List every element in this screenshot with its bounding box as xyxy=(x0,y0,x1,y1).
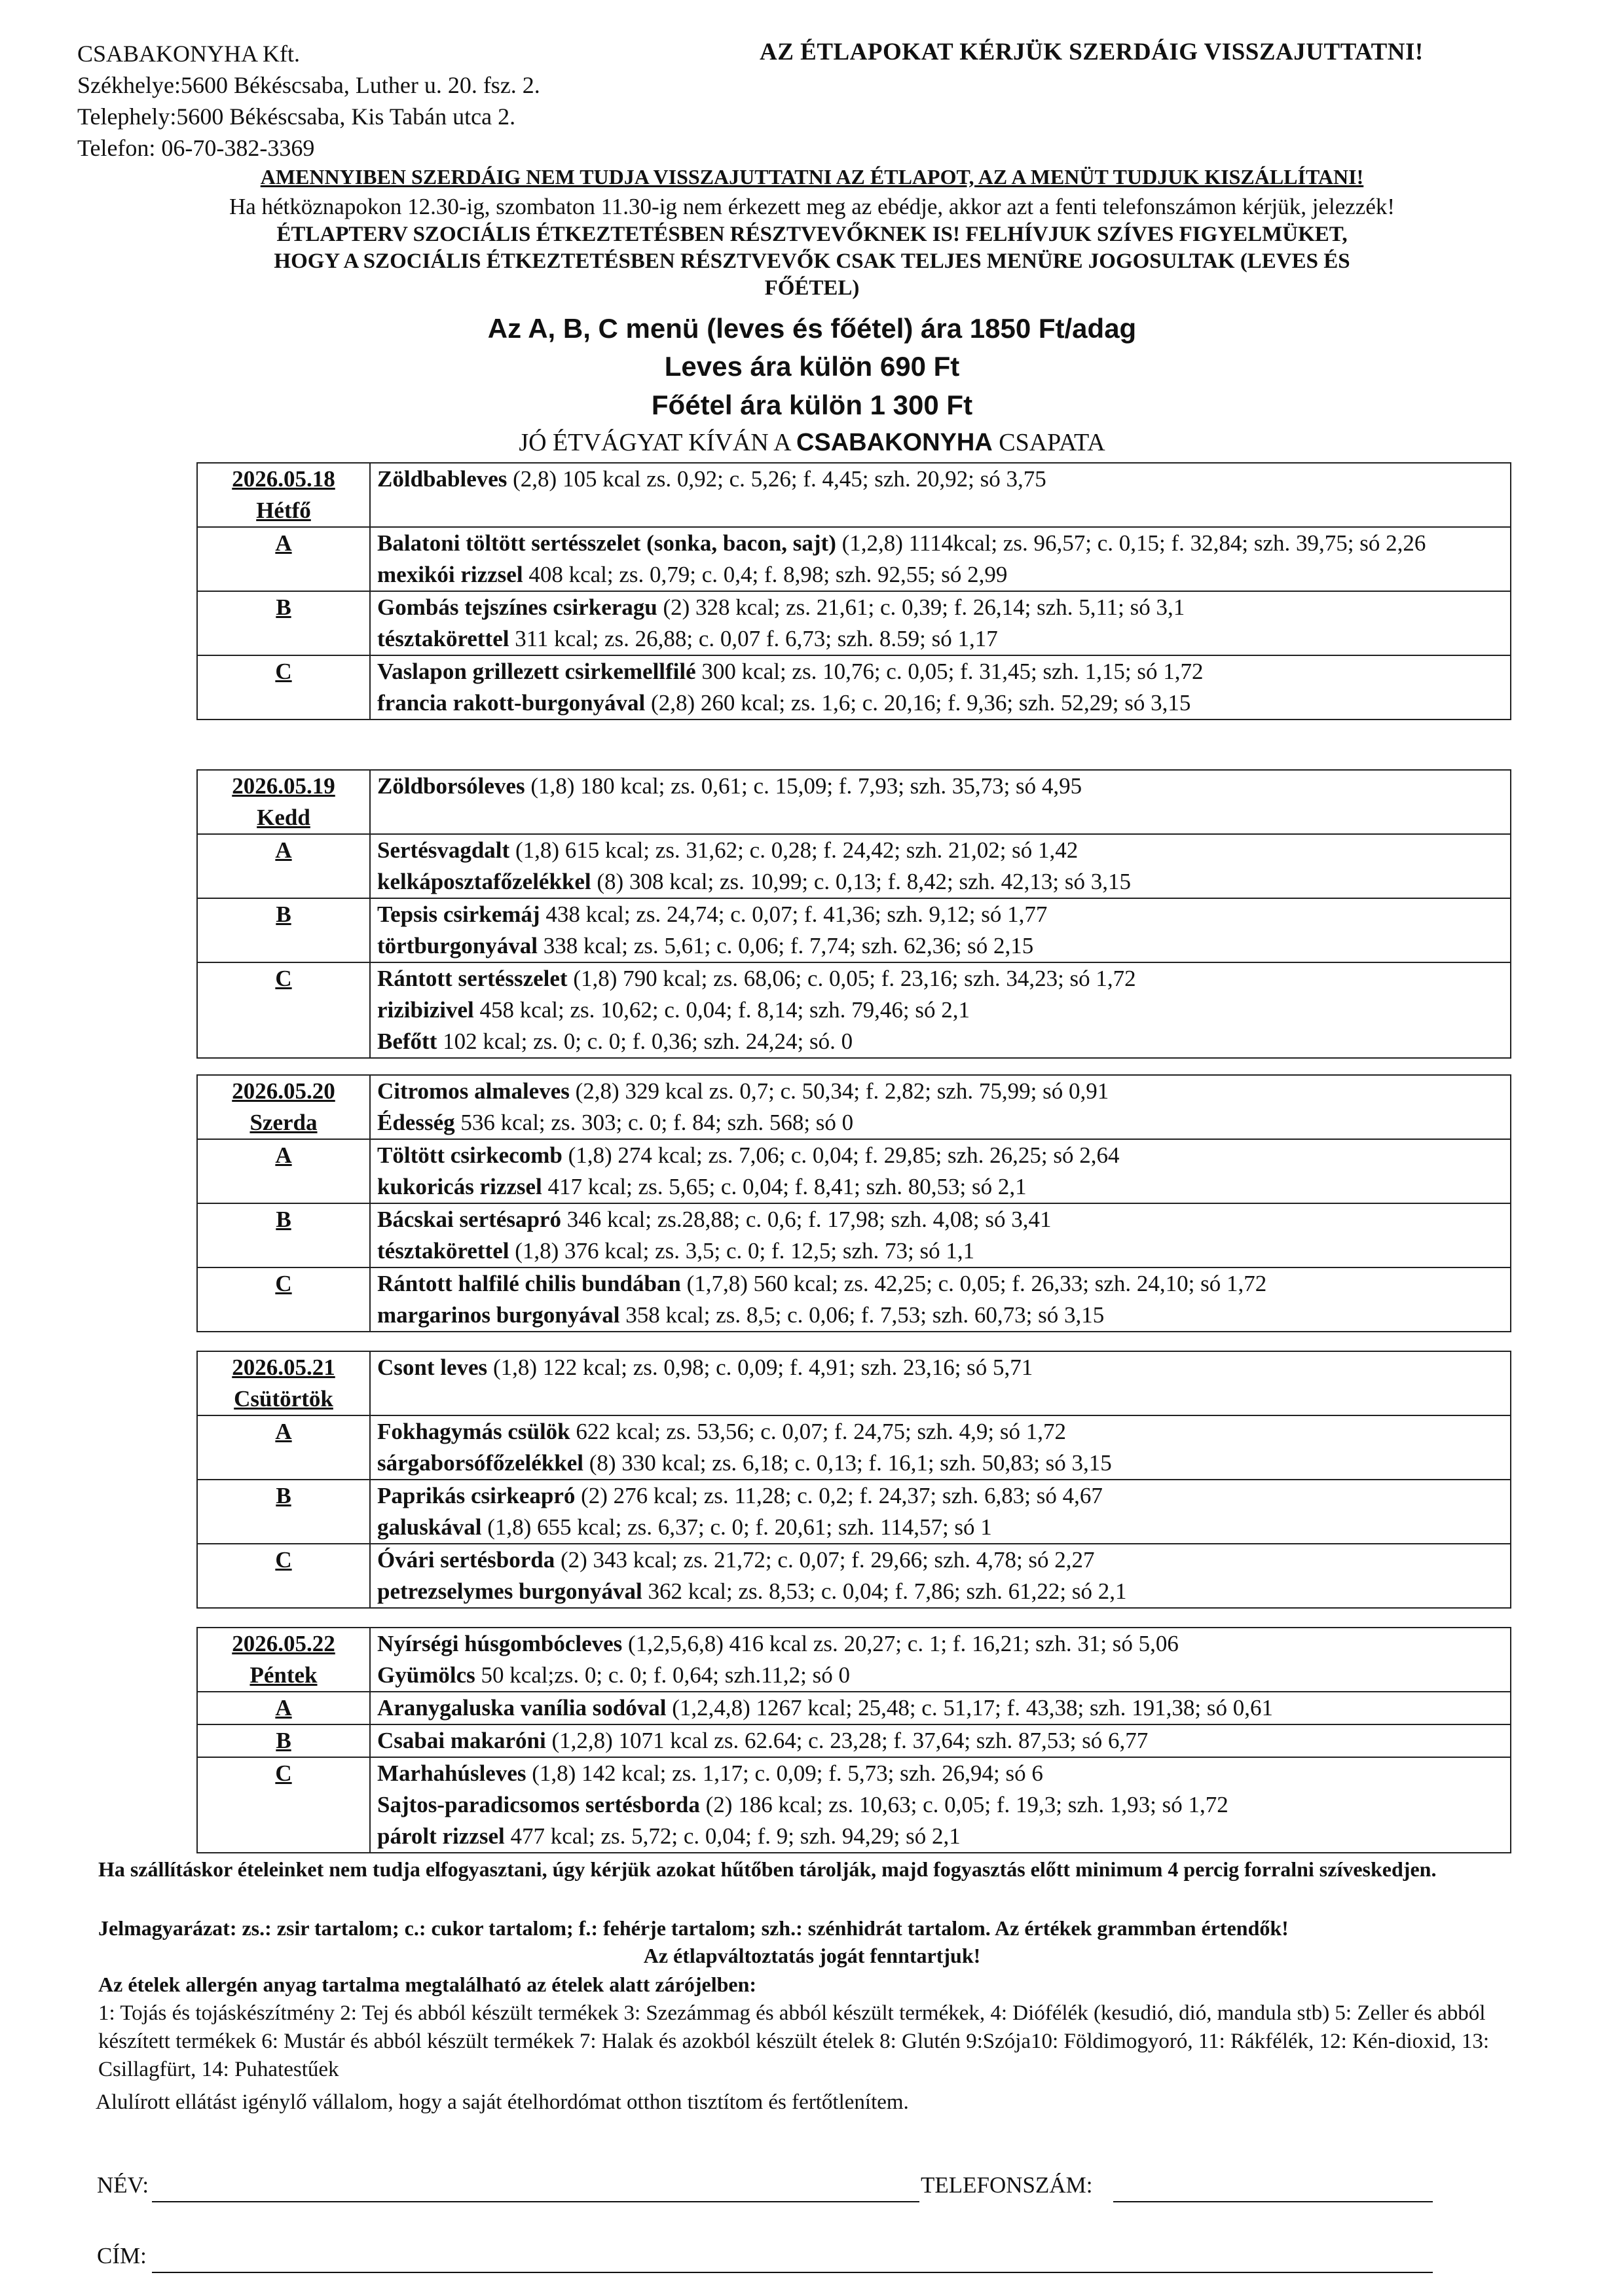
name-field[interactable] xyxy=(152,2201,919,2202)
menu-label-c: C xyxy=(197,655,370,720)
greeting-post: CSAPATA xyxy=(992,429,1105,456)
menu-cell-b xyxy=(370,591,1511,655)
dish-line xyxy=(377,1512,1505,1543)
soup-info: (1,8) 180 kcal; zs. 0,61; c. 15,09; f. 7,93; szh. 35,73; só 4,95 xyxy=(525,773,1082,799)
menu-label-c: C xyxy=(197,1757,370,1853)
dish-name: Aranygaluska vanília sodóval xyxy=(377,1695,667,1721)
menu-cell-c xyxy=(370,1544,1511,1608)
social-notice-line-1: ÉTLAPTERV SZOCIÁLIS ÉTKEZTETÉSBEN RÉSZTVEVŐKNEK IS! FELHÍVJUK SZÍVES FIGYELMÜKET, xyxy=(276,223,1348,246)
soup-line xyxy=(377,1076,1505,1107)
allergen-list: 1: Tojás és tojáskészítmény 2: Tej és abból készült termékek 3: Szezámmag és abból készült termékek, 4: Diófélék (kesudió, dió, mandula stb) 5: Zeller és abból készített termékek 6: Mustár és abból készült termékek 7: Halak és azokból készült ételek 8: Glutén 9:Szója10: Földimogyoró, 11: Rákfélék, 12: Kén-dioxid, 13: Csillagfürt, 14: Puhatestűek xyxy=(98,2001,1490,2081)
soup-cell xyxy=(370,1075,1511,1139)
menu-label-b: B xyxy=(197,1480,370,1544)
dish-info: (1,8) 376 kcal; zs. 3,5; c. 0; f. 12,5; szh. 73; só 1,1 xyxy=(509,1238,975,1264)
soup-cell xyxy=(370,770,1511,834)
dish-name: Balatoni töltött sertésszelet (sonka, bacon, sajt) xyxy=(377,530,836,556)
main-price: Főétel ára külön 1 300 Ft xyxy=(651,390,973,420)
day-name: Csütörtök xyxy=(234,1386,333,1412)
dish-info: (2) 276 kcal; zs. 11,28; c. 0,2; f. 24,37; szh. 6,83; só 4,67 xyxy=(575,1483,1103,1508)
soup-name: Zöldborsóleves xyxy=(377,773,525,799)
dish-info: 311 kcal; zs. 26,88; c. 0,07 f. 6,73; szh. 8.59; só 1,17 xyxy=(509,626,998,651)
day-label-cell xyxy=(197,463,370,527)
dish-info: 102 kcal; zs. 0; c. 0; f. 0,36; szh. 24,24; só. 0 xyxy=(437,1029,853,1054)
dish-line xyxy=(377,623,1505,655)
day-label-cell xyxy=(197,770,370,834)
dish-info: 300 kcal; zs. 10,76; c. 0,05; f. 31,45; szh. 1,15; só 1,72 xyxy=(695,659,1204,684)
dish-line xyxy=(377,1235,1505,1267)
dish-info: (1,2,4,8) 1267 kcal; 25,48; c. 51,17; f. 43,38; szh. 191,38; só 0,61 xyxy=(666,1695,1273,1721)
dish-name: Gombás tejszínes csirkeragu xyxy=(377,594,657,620)
soup-name: Citromos almaleves xyxy=(377,1078,570,1104)
menu-cell-b xyxy=(370,1724,1511,1757)
dish-name: Óvári sertésborda xyxy=(377,1547,555,1573)
soup-info: (1,8) 122 kcal; zs. 0,98; c. 0,09; f. 4,91; szh. 23,16; só 5,71 xyxy=(487,1355,1033,1380)
dish-info: 458 kcal; zs. 10,62; c. 0,04; f. 8,14; szh. 79,46; só 2,1 xyxy=(473,997,970,1023)
dish-line xyxy=(377,1140,1505,1171)
menu-cell-b xyxy=(370,1480,1511,1544)
warning-line: AMENNYIBEN SZERDÁIG NEM TUDJA VISSZAJUTTATNI AZ ÉTLAPOT, AZ A MENÜT TUDJUK KISZÁLLÍTANI! xyxy=(260,165,1364,189)
day-label-cell xyxy=(197,1075,370,1139)
greeting-brand: CSABAKONYHA xyxy=(796,429,993,456)
dish-line xyxy=(377,899,1505,930)
menu-cell-a xyxy=(370,527,1511,591)
dish-name: Rántott sertésszelet xyxy=(377,966,568,991)
dish-info: (1,7,8) 560 kcal; zs. 42,25; c. 0,05; f. 26,33; szh. 24,10; só 1,72 xyxy=(680,1271,1267,1296)
dish-info: (1,8) 274 kcal; zs. 7,06; c. 0,04; f. 29,85; szh. 26,25; só 2,64 xyxy=(562,1142,1120,1168)
dish-info: 477 kcal; zs. 5,72; c. 0,04; f. 9; szh. 94,29; só 2,1 xyxy=(504,1823,961,1849)
dish-info: 362 kcal; zs. 8,53; c. 0,04; f. 7,86; szh. 61,22; só 2,1 xyxy=(642,1578,1127,1604)
storage-note: Ha szállításkor ételeinket nem tudja elfogyasztani, úgy kérjük azokat hűtőben tárolják, majd fogyasztás előtt minimum 4 percig forralni szíveskedjen. xyxy=(98,1857,1437,1881)
dish-line xyxy=(377,1758,1505,1789)
day-table-monday xyxy=(196,462,1511,720)
menu-label-b: B xyxy=(197,898,370,962)
social-notice xyxy=(65,221,1559,302)
dish-line xyxy=(377,1692,1505,1724)
dish-line xyxy=(377,1416,1505,1448)
dish-name: sárgaborsófőzelékkel xyxy=(377,1450,583,1476)
dish-info: (1,8) 142 kcal; zs. 1,17; c. 0,09; f. 5,73; szh. 26,94; só 6 xyxy=(526,1760,1043,1786)
dish-line xyxy=(377,1725,1505,1757)
menu-price: Az A, B, C menü (leves és főétel) ára 1850 Ft/adag xyxy=(487,313,1137,344)
menu-cell-c xyxy=(370,1757,1511,1853)
dish-info: (2) 328 kcal; zs. 21,61; c. 0,39; f. 26,14; szh. 5,11; só 3,1 xyxy=(657,594,1185,620)
dish-line xyxy=(377,559,1505,591)
day-date: 2026.05.19 xyxy=(232,773,335,799)
dish-line xyxy=(377,1268,1505,1300)
dish-name: Csabai makaróni xyxy=(377,1728,546,1753)
dish-name: Marhahúsleves xyxy=(377,1760,526,1786)
dish-info: (1,8) 655 kcal; zs. 6,37; c. 0; f. 20,61; szh. 114,57; só 1 xyxy=(481,1514,992,1540)
dish-line xyxy=(377,866,1505,898)
soup-info: (2,8) 329 kcal zs. 0,7; c. 50,34; f. 2,82; szh. 75,99; só 0,91 xyxy=(569,1078,1109,1104)
day-date: 2026.05.18 xyxy=(232,466,335,492)
social-notice-line-3: FŐÉTEL) xyxy=(764,276,860,300)
dish-info: 346 kcal; zs.28,88; c. 0,6; f. 17,98; szh. 4,08; só 3,41 xyxy=(561,1207,1052,1232)
menu-label-c: C xyxy=(197,1267,370,1332)
dish-name: petrezselymes burgonyával xyxy=(377,1578,642,1604)
menu-cell-a xyxy=(370,1415,1511,1480)
menu-label-c: C xyxy=(197,962,370,1058)
phone-field[interactable] xyxy=(1113,2201,1433,2202)
menu-label-b: B xyxy=(197,591,370,655)
phone-label: TELEFONSZÁM: xyxy=(921,2172,1093,2198)
dish-name: mexikói rizzsel xyxy=(377,562,523,587)
dish-line xyxy=(377,1300,1505,1331)
day-table-tuesday xyxy=(196,769,1511,1059)
menu-label-b: B xyxy=(197,1203,370,1267)
dish-line xyxy=(377,1544,1505,1576)
dish-line xyxy=(377,656,1505,687)
company-site: Telephely:5600 Békéscsaba, Kis Tabán utca 2. xyxy=(77,103,516,130)
day-date: 2026.05.20 xyxy=(232,1078,335,1104)
dish-line xyxy=(377,994,1505,1026)
dish-info: (1,2,8) 1071 kcal zs. 62.64; c. 23,28; f. 37,64; szh. 87,53; só 6,77 xyxy=(545,1728,1149,1753)
dish-name: margarinos burgonyával xyxy=(377,1302,620,1328)
menu-cell-c xyxy=(370,1267,1511,1332)
day-name: Kedd xyxy=(257,805,310,830)
soup-line xyxy=(377,1660,1505,1691)
menu-cell-b xyxy=(370,898,1511,962)
legend-note: Jelmagyarázat: zs.: zsir tartalom; c.: cukor tartalom; f.: fehérje tartalom; szh.: szénhidrát tartalom. Az értékek grammban értendők! xyxy=(98,1916,1289,1940)
soup-cell xyxy=(370,463,1511,527)
dish-name: Sajtos-paradicsomos sertésborda xyxy=(377,1792,700,1817)
dish-line xyxy=(377,1204,1505,1235)
day-date: 2026.05.22 xyxy=(232,1631,335,1656)
menu-cell-c xyxy=(370,962,1511,1058)
company-block xyxy=(77,38,540,164)
dish-info: (2) 186 kcal; zs. 10,63; c. 0,05; f. 19,3; szh. 1,93; só 1,72 xyxy=(699,1792,1228,1817)
dish-line xyxy=(377,835,1505,866)
dish-name: Töltött csirkecomb xyxy=(377,1142,563,1168)
soup-price: Leves ára külön 690 Ft xyxy=(664,351,960,382)
soup-cell xyxy=(370,1351,1511,1415)
menu-cell-b xyxy=(370,1203,1511,1267)
soup-line xyxy=(377,1107,1505,1139)
dish-name: párolt rizzsel xyxy=(377,1823,505,1849)
dish-info: (8) 330 kcal; zs. 6,18; c. 0,13; f. 16,1; szh. 50,83; só 3,15 xyxy=(583,1450,1112,1476)
soup-info: 50 kcal;zs. 0; c. 0; f. 0,64; szh.11,2; só 0 xyxy=(475,1662,850,1688)
dish-name: tésztakörettel xyxy=(377,1238,509,1264)
dish-name: Vaslapon grillezett csirkemellfilé xyxy=(377,659,696,684)
dish-info: 338 kcal; zs. 5,61; c. 0,06; f. 7,74; szh. 62,36; só 2,15 xyxy=(538,933,1034,958)
dish-info: (1,8) 790 kcal; zs. 68,06; c. 0,05; f. 23,16; szh. 34,23; só 1,72 xyxy=(567,966,1136,991)
name-label: NÉV: xyxy=(97,2172,149,2198)
dish-name: Befőtt xyxy=(377,1029,437,1054)
address-label: CÍM: xyxy=(97,2243,147,2269)
menu-label-a: A xyxy=(197,1415,370,1480)
allergen-title: Az ételek allergén anyag tartalma megtalálható az ételek alatt zárójelben: xyxy=(98,1973,757,1996)
menu-label-a: A xyxy=(197,834,370,898)
day-label-cell xyxy=(197,1628,370,1692)
company-name: CSABAKONYHA Kft. xyxy=(77,41,301,67)
soup-name: Csont leves xyxy=(377,1355,488,1380)
dish-name: Sertésvagdalt xyxy=(377,837,510,863)
menu-cell-a xyxy=(370,1692,1511,1724)
dish-info: (1,8) 615 kcal; zs. 31,62; c. 0,28; f. 24,42; szh. 21,02; só 1,42 xyxy=(509,837,1079,863)
dish-name: Fokhagymás csülök xyxy=(377,1419,570,1444)
day-table-wednesday xyxy=(196,1074,1511,1332)
greeting-pre: JÓ ÉTVÁGYAT KÍVÁN A xyxy=(519,429,796,456)
soup-info: (1,2,5,6,8) 416 kcal zs. 20,27; c. 1; f. 16,21; szh. 31; só 5,06 xyxy=(622,1631,1179,1656)
day-table-friday xyxy=(196,1627,1511,1853)
address-field[interactable] xyxy=(152,2272,1433,2273)
greeting xyxy=(65,428,1559,457)
menu-label-a: A xyxy=(197,1139,370,1203)
soup-line xyxy=(377,1628,1505,1660)
menu-label-b: B xyxy=(197,1724,370,1757)
dish-line xyxy=(377,1789,1505,1821)
menu-cell-c xyxy=(370,655,1511,720)
dish-info: 417 kcal; zs. 5,65; c. 0,04; f. 8,41; szh. 80,53; só 2,1 xyxy=(542,1174,1027,1199)
soup-name: Nyírségi húsgombócleves xyxy=(377,1631,623,1656)
dish-line xyxy=(377,1171,1505,1203)
menu-cell-a xyxy=(370,834,1511,898)
pledge-note: Alulírott ellátást igénylő vállalom, hogy a saját ételhordómat otthon tisztítom és fertőtlenítem. xyxy=(96,2090,909,2114)
dish-info: (8) 308 kcal; zs. 10,99; c. 0,13; f. 8,42; szh. 42,13; só 3,15 xyxy=(591,869,1131,894)
soup-info: 536 kcal; zs. 303; c. 0; f. 84; szh. 568; só 0 xyxy=(454,1110,854,1135)
dish-line xyxy=(377,930,1505,962)
dish-info: (1,2,8) 1114kcal; zs. 96,57; c. 0,15; f. 32,84; szh. 39,75; só 2,26 xyxy=(836,530,1426,556)
dish-line xyxy=(377,592,1505,623)
menu-label-a: A xyxy=(197,527,370,591)
dish-line xyxy=(377,1026,1505,1057)
soup-name: Gyümölcs xyxy=(377,1662,475,1688)
day-date: 2026.05.21 xyxy=(232,1355,335,1380)
dish-info: (2,8) 260 kcal; zs. 1,6; c. 20,16; f. 9,36; szh. 52,29; só 3,15 xyxy=(645,690,1191,716)
company-seat: Székhelye:5600 Békéscsaba, Luther u. 20. fsz. 2. xyxy=(77,72,540,98)
dish-name: francia rakott-burgonyával xyxy=(377,690,646,716)
dish-name: Tepsis csirkemáj xyxy=(377,902,540,927)
lunch-info-line: Ha hétköznapokon 12.30-ig, szombaton 11.30-ig nem érkezett meg az ebédje, akkor azt a fenti telefonszámon kérjük, jelezzék! xyxy=(229,194,1395,219)
dish-name: kukoricás rizzsel xyxy=(377,1174,542,1199)
day-name: Hétfő xyxy=(256,498,311,523)
rights-note: Az étlapváltoztatás jogát fenntartjuk! xyxy=(643,1944,981,1967)
return-note: AZ ÉTLAPOKAT KÉRJÜK SZERDÁIG VISSZAJUTTATNI! xyxy=(760,39,1424,65)
dish-info: 622 kcal; zs. 53,56; c. 0,07; f. 24,75; szh. 4,9; só 1,72 xyxy=(570,1419,1066,1444)
menu-label-c: C xyxy=(197,1544,370,1608)
day-name: Péntek xyxy=(249,1662,318,1688)
soup-info: (2,8) 105 kcal zs. 0,92; c. 5,26; f. 4,45; szh. 20,92; só 3,75 xyxy=(507,466,1046,492)
dish-name: tésztakörettel xyxy=(377,626,509,651)
soup-cell xyxy=(370,1628,1511,1692)
menu-cell-a xyxy=(370,1139,1511,1203)
social-notice-line-2: HOGY A SZOCIÁLIS ÉTKEZTETÉSBEN RÉSZTVEVŐK CSAK TELJES MENÜRE JOGOSULTAK (LEVES ÉS xyxy=(274,249,1350,273)
dish-name: Paprikás csirkeapró xyxy=(377,1483,576,1508)
dish-name: kelkáposztafőzelékkel xyxy=(377,869,591,894)
company-phone: Telefon: 06-70-382-3369 xyxy=(77,135,315,161)
dish-info: 358 kcal; zs. 8,5; c. 0,06; f. 7,53; szh. 60,73; só 3,15 xyxy=(619,1302,1105,1328)
dish-name: Bácskai sertésapró xyxy=(377,1207,561,1232)
dish-name: törtburgonyával xyxy=(377,933,538,958)
dish-info: 408 kcal; zs. 0,79; c. 0,4; f. 8,98; szh. 92,55; só 2,99 xyxy=(523,562,1008,587)
dish-line xyxy=(377,687,1505,719)
soup-name: Zöldbableves xyxy=(377,466,507,492)
menu-label-a: A xyxy=(197,1692,370,1724)
dish-name: galuskával xyxy=(377,1514,482,1540)
dish-line xyxy=(377,1821,1505,1852)
soup-name: Édesség xyxy=(377,1110,455,1135)
dish-info: (2) 343 kcal; zs. 21,72; c. 0,07; f. 29,66; szh. 4,78; só 2,27 xyxy=(555,1547,1095,1573)
dish-name: Rántott halfilé chilis bundában xyxy=(377,1271,681,1296)
dish-name: rizibizivel xyxy=(377,997,474,1023)
dish-line xyxy=(377,1480,1505,1512)
dish-line xyxy=(377,963,1505,994)
day-table-thursday xyxy=(196,1351,1511,1609)
dish-line xyxy=(377,528,1505,559)
dish-line xyxy=(377,1448,1505,1479)
day-label-cell xyxy=(197,1351,370,1415)
dish-info: 438 kcal; zs. 24,74; c. 0,07; f. 41,36; szh. 9,12; só 1,77 xyxy=(540,902,1048,927)
dish-line xyxy=(377,1576,1505,1607)
day-name: Szerda xyxy=(249,1110,318,1135)
